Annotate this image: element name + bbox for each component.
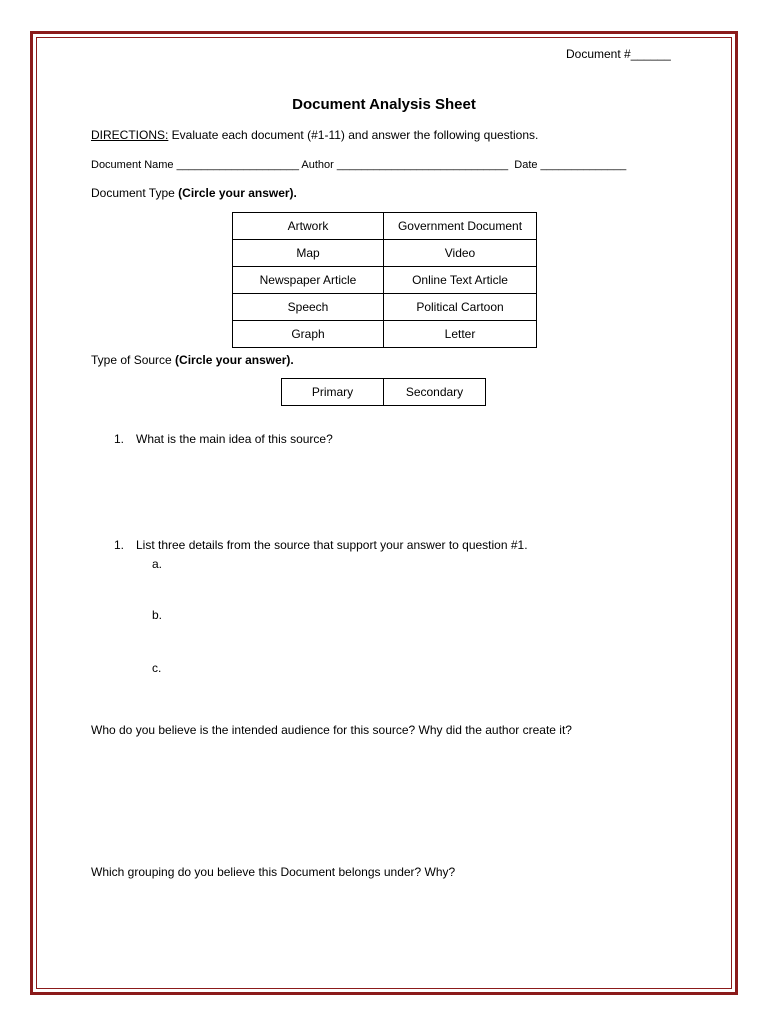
option-secondary[interactable]: Secondary: [384, 379, 486, 406]
table-row: [233, 213, 537, 240]
page-title: Document Analysis Sheet: [292, 96, 476, 113]
option-video[interactable]: Video: [384, 240, 537, 267]
table-row: [282, 379, 486, 406]
document-type-heading: [91, 186, 297, 200]
question-3-text: Who do you believe is the intended audience for this source? Why did the author create it?: [91, 723, 572, 737]
option-artwork[interactable]: Artwork: [233, 213, 384, 240]
source-type-label: Type of Source: [91, 353, 176, 367]
document-number-field: Document #______: [566, 47, 671, 61]
detail-b-label: b.: [152, 608, 163, 622]
question-4-text: Which grouping do you believe this Document belongs under? Why?: [91, 865, 456, 879]
table-row: [233, 321, 537, 348]
option-newspaper-article[interactable]: Newspaper Article: [233, 267, 384, 294]
detail-a-label: a.: [152, 557, 163, 571]
table-row: [233, 240, 537, 267]
source-type-table: [281, 378, 486, 406]
table-row: [233, 267, 537, 294]
detail-c-label: c.: [152, 661, 162, 675]
question-1-number: 1.: [114, 432, 125, 446]
option-letter[interactable]: Letter: [384, 321, 537, 348]
option-government-document[interactable]: Government Document: [384, 213, 537, 240]
page-border-inner: [36, 37, 732, 989]
source-type-instruction: (Circle your answer).: [175, 353, 294, 367]
question-2-number: 1.: [114, 538, 125, 552]
directions: [91, 128, 538, 142]
document-info-fields: Document Name ____________________ Author ____________________________ Date ______________: [91, 159, 627, 171]
question-1-text: What is the main idea of this source?: [136, 432, 333, 446]
document-type-label: Document Type: [91, 186, 179, 200]
directions-label: DIRECTIONS:: [91, 128, 169, 142]
option-political-cartoon[interactable]: Political Cartoon: [384, 294, 537, 321]
question-2-text: List three details from the source that support your answer to question #1.: [136, 538, 528, 552]
document-type-table: [232, 212, 537, 348]
option-online-text-article[interactable]: Online Text Article: [384, 267, 537, 294]
option-speech[interactable]: Speech: [233, 294, 384, 321]
document-type-instruction: (Circle your answer).: [178, 186, 297, 200]
option-primary[interactable]: Primary: [282, 379, 384, 406]
source-type-heading: [91, 353, 294, 367]
directions-text: Evaluate each document (#1-11) and answer the following questions.: [168, 128, 539, 142]
option-map[interactable]: Map: [233, 240, 384, 267]
table-row: [233, 294, 537, 321]
option-graph[interactable]: Graph: [233, 321, 384, 348]
